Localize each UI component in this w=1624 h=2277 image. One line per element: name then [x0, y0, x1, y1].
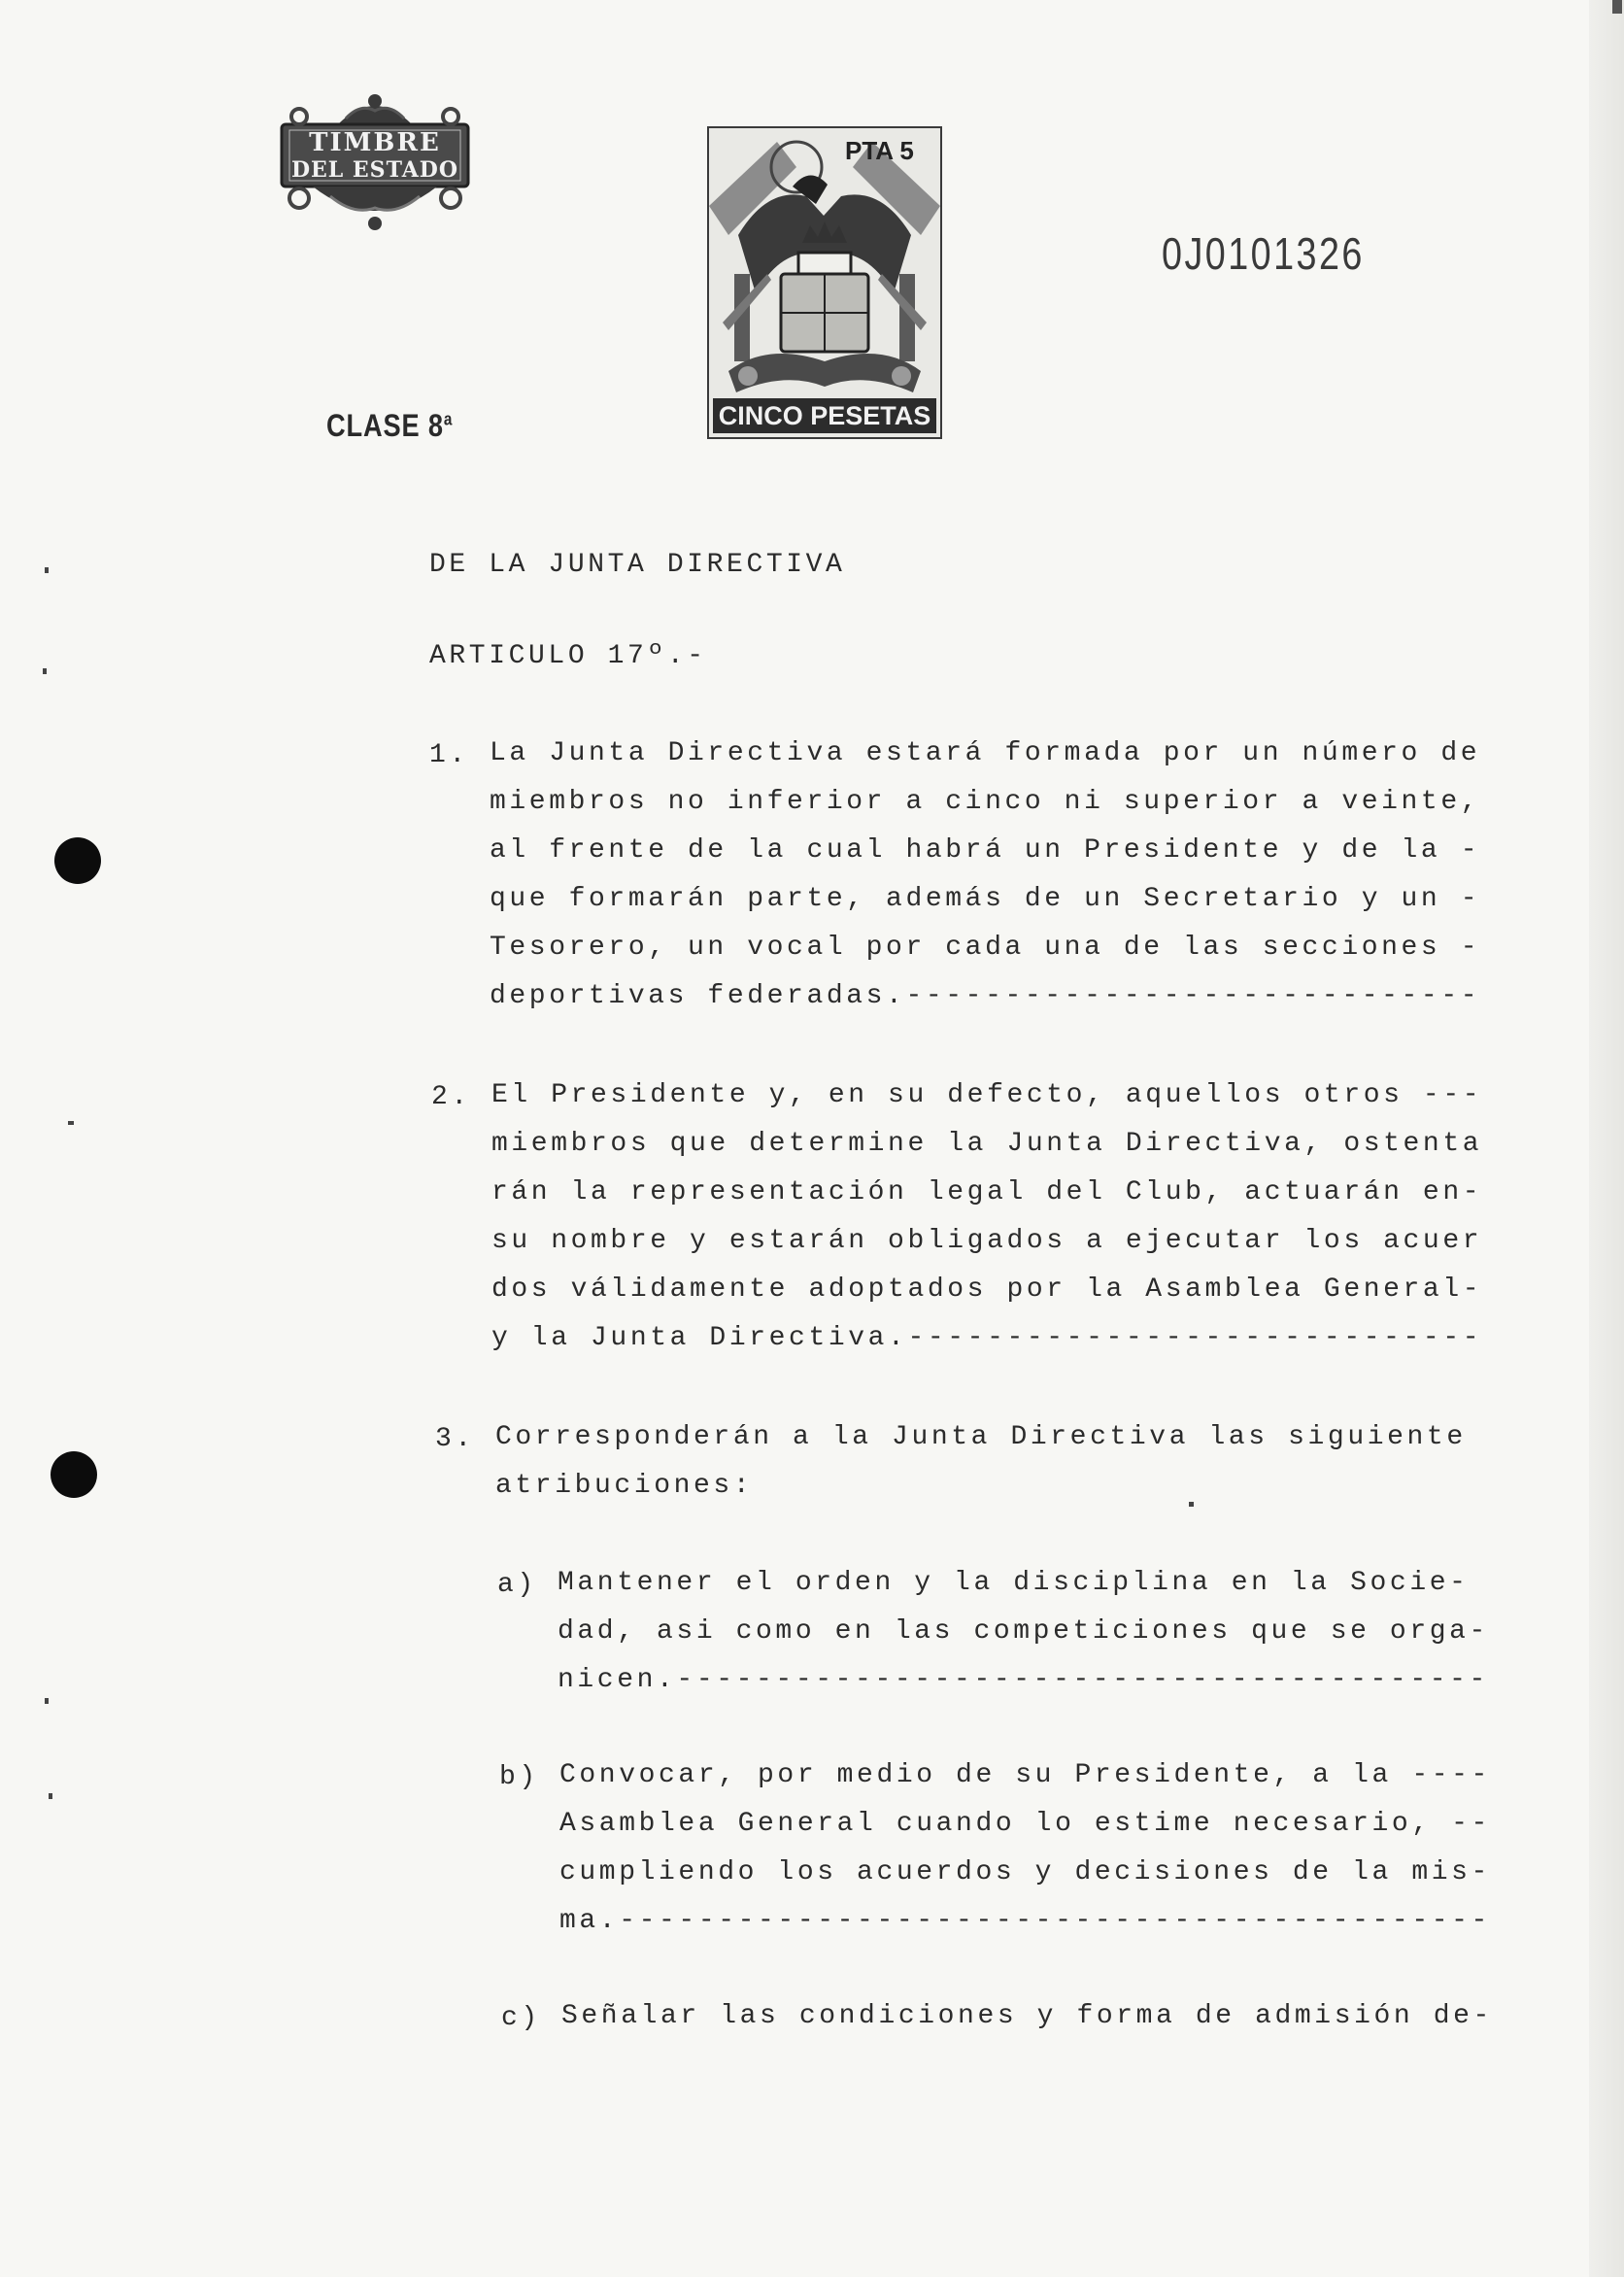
item2-line: su nombre y estarán obligados a ejecutar los acuer: [491, 1226, 1483, 1256]
item1-line: miembros no inferior a cinco ni superior a veinte,: [490, 787, 1481, 817]
punch-hole-lower: [51, 1451, 97, 1498]
item1-line: deportivas federadas.-----------------------------: [490, 981, 1481, 1011]
speck: [43, 668, 47, 674]
item1-line: que formarán parte, además de un Secretario y un -: [490, 884, 1481, 914]
timbre-del-estado-seal: [278, 89, 472, 233]
item1-line: Tesorero, un vocal por cada una de las secciones -: [490, 933, 1481, 963]
item3-line: Corresponderán a la Junta Directiva las siguiente: [495, 1422, 1467, 1452]
item3-number: 3.: [435, 1424, 475, 1454]
item3-line: atribuciones:: [495, 1471, 754, 1501]
item2-line: El Presidente y, en su defecto, aquellos otros ---: [491, 1080, 1483, 1110]
coat-of-arms-icon: [709, 128, 940, 437]
sub-a-letter: a): [497, 1570, 537, 1600]
item2-line: miembros que determine la Junta Directiva, ostenta: [491, 1129, 1483, 1159]
serial-number: 0J0101326: [1162, 228, 1365, 279]
sub-c-letter: c): [501, 2003, 541, 2033]
seal-line1: TIMBRE: [309, 128, 441, 157]
item1-number: 1.: [429, 740, 469, 770]
clase-label: [326, 408, 453, 444]
item2-line: dos válidamente adoptados por la Asamblea General-: [491, 1274, 1483, 1305]
article-title: ARTICULO 17º.-: [429, 641, 707, 671]
item2-number: 2.: [431, 1082, 471, 1112]
punch-hole-upper: [54, 837, 101, 884]
speck: [45, 1698, 49, 1704]
speck: [49, 1793, 52, 1799]
stamp-label: CINCO PESETAS: [713, 398, 936, 433]
sub-b-line: Asamblea General cuando lo estime necesario, --: [559, 1809, 1491, 1839]
sub-b-letter: b): [499, 1762, 539, 1792]
item2-line: rán la representación legal del Club, actuarán en-: [491, 1177, 1483, 1207]
speck: [68, 1121, 74, 1125]
item1-line: La Junta Directiva estará formada por un número de: [490, 738, 1481, 768]
speck: [45, 567, 49, 573]
sub-b-line: Convocar, por medio de su Presidente, a la ----: [559, 1760, 1491, 1790]
sub-b-line: cumpliendo los acuerdos y decisiones de la mis-: [559, 1857, 1491, 1887]
corner-mark: [1612, 0, 1622, 14]
revenue-stamp: [707, 126, 942, 439]
sub-a-line: nicen.-----------------------------------------: [558, 1665, 1489, 1695]
section-title: DE LA JUNTA DIRECTIVA: [429, 550, 846, 580]
sub-a-line: Mantener el orden y la disciplina en la Socie-: [558, 1568, 1470, 1598]
item1-line: al frente de la cual habrá un Presidente y de la -: [490, 835, 1481, 866]
sub-b-line: ma.--------------------------------------------: [559, 1906, 1491, 1936]
sub-a-line: dad, asi como en las competiciones que se orga-: [558, 1616, 1489, 1647]
stamp-value: PTA 5: [845, 136, 914, 165]
sub-c-line: Señalar las condiciones y forma de admisión de-: [561, 2001, 1493, 2031]
page-right-edge: [1589, 0, 1624, 2277]
speck: [1189, 1502, 1194, 1507]
seal-line2: DEL ESTADO: [290, 157, 459, 183]
clase-suffix: a: [443, 409, 454, 429]
item2-line: y la Junta Directiva.-----------------------------: [491, 1323, 1483, 1353]
clase-number: CLASE 8: [326, 408, 444, 443]
